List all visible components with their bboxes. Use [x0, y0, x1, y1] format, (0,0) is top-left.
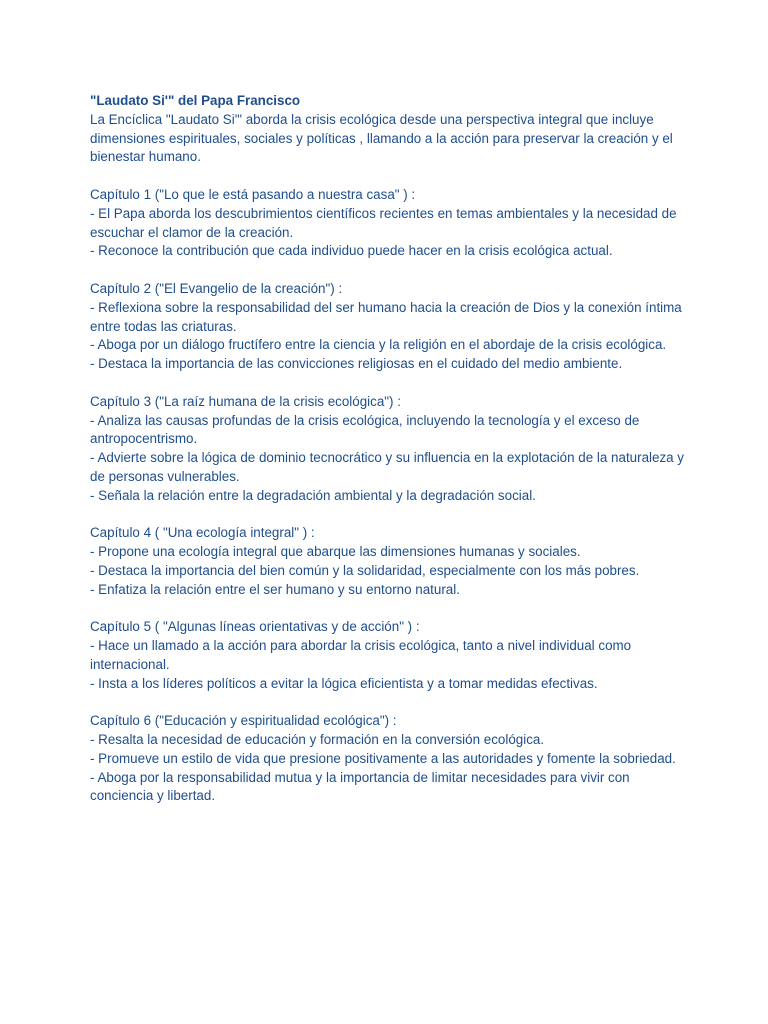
chapter-point: - Advierte sobre la lógica de dominio tecnocrático y su influencia en la explotación de la naturaleza y de personas vulnerables.	[90, 450, 684, 484]
chapter-point: - Reconoce la contribución que cada individuo puede hacer en la crisis ecológica actual.	[90, 243, 613, 259]
chapter-heading: Capítulo 4 ( "Una ecología integral" ) :	[90, 525, 315, 541]
chapter-heading: Capítulo 3 ("La raíz humana de la crisis ecológica") :	[90, 393, 401, 409]
chapter-point: - El Papa aborda los descubrimientos científicos recientes en temas ambientales y la necesidad de escuchar el clamor de la creación.	[90, 205, 677, 240]
document-page	[90, 92, 690, 825]
chapter-heading: Capítulo 2 ("El Evangelio de la creación") :	[90, 280, 343, 296]
chapter-point: - Enfatiza la relación entre el ser humano y su entorno natural.	[90, 581, 460, 597]
chapter-point: - Destaca la importancia del bien común y la solidaridad, especialmente con los más pobres.	[90, 562, 640, 578]
chapter-3	[90, 393, 690, 506]
chapter-6	[90, 712, 690, 806]
chapter-heading: Capítulo 5 ( "Algunas líneas orientativas y de acción" ) :	[90, 619, 420, 635]
document-title: "Laudato Si'" del Papa Francisco	[90, 93, 301, 108]
document-intro: La Encíclica "Laudato Si'" aborda la crisis ecológica desde una perspectiva integral que incluye dimensiones espirituales, sociales y políticas , llamando a la acción para preservar la creación y el bienestar humano.	[90, 111, 673, 165]
chapter-point: - Propone una ecología integral que abarque las dimensiones humanas y sociales.	[90, 544, 581, 560]
chapter-point: - Insta a los líderes políticos a evitar la lógica eficientista y a tomar medidas efectivas.	[90, 675, 598, 691]
chapter-point: - Reflexiona sobre la responsabilidad del ser humano hacia la creación de Dios y la conexión íntima entre todas las criaturas.	[90, 299, 682, 334]
chapter-1	[90, 186, 690, 261]
chapter-point: - Destaca la importancia de las convicciones religiosas en el cuidado del medio ambiente.	[90, 356, 623, 372]
chapter-point: - Aboga por un diálogo fructífero entre la ciencia y la religión en el abordaje de la crisis ecológica.	[90, 337, 667, 353]
chapter-point: - Señala la relación entre la degradación ambiental y la degradación social.	[90, 487, 536, 503]
chapter-4	[90, 524, 690, 599]
chapter-2	[90, 280, 690, 374]
chapter-point: - Promueve un estilo de vida que presione positivamente a las autoridades y fomente la sobriedad.	[90, 750, 676, 766]
chapter-point: - Resalta la necesidad de educación y formación en la conversión ecológica.	[90, 732, 545, 748]
chapter-point: - Aboga por la responsabilidad mutua y la importancia de limitar necesidades para vivir con conciencia y libertad.	[90, 769, 630, 804]
chapter-point: - Hace un llamado a la acción para abordar la crisis ecológica, tanto a nivel individual como internacional.	[90, 638, 632, 672]
chapter-5	[90, 618, 690, 693]
chapter-heading: Capítulo 1 ("Lo que le está pasando a nuestra casa" ) :	[90, 186, 416, 202]
chapter-point: - Analiza las causas profundas de la crisis ecológica, incluyendo la tecnología y el exceso de antropocentrismo.	[90, 412, 640, 447]
chapter-heading: Capítulo 6 ("Educación y espiritualidad ecológica") :	[90, 713, 397, 729]
